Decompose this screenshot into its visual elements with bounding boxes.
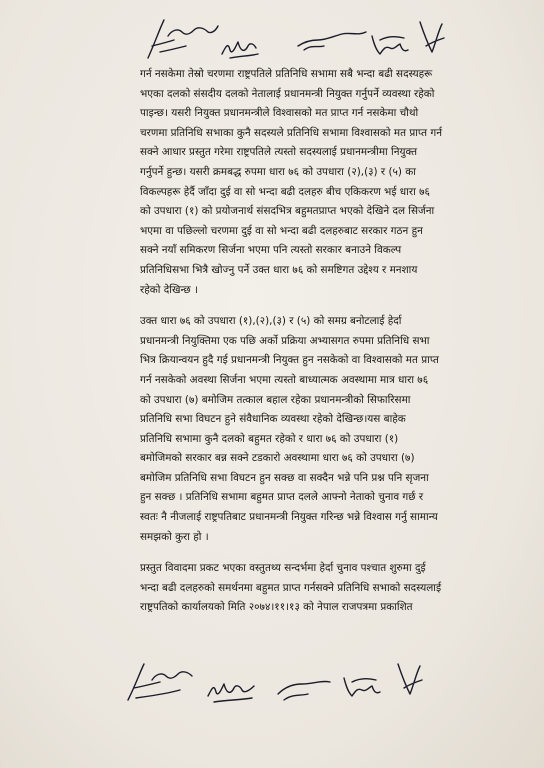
text-line: रहेको देखिन्छ । bbox=[140, 283, 198, 296]
text-line: पाइन्छ। यसरी नियुक्त प्रधानमन्त्रीले विश्वासको मत प्राप्त गर्न नसकेमा चौथो bbox=[140, 107, 419, 120]
text-line: प्रतिनिधि सभामा कुनै दलको बहुमत रहेको र धारा ७६ को उपधारा (१) bbox=[140, 432, 399, 445]
text-line: चरणमा प्रतिनिधि सभाका कुनै सदस्यले प्रतिनिधि सभामा विश्वासको मत प्राप्त गर्न bbox=[140, 126, 442, 139]
text-line: बमोजिम प्रतिनिधि सभा विघटन हुन सक्छ वा सक्दैन भन्ने पनि प्रश्न पनि सृजना bbox=[140, 471, 429, 484]
text-line: उक्त धारा ७६ को उपधारा (१),(२),(३) र (५) को समग्र बनोटलाई हेर्दा bbox=[140, 315, 402, 328]
paragraph-3 bbox=[140, 559, 522, 618]
text-line: प्रस्तुत विवादमा प्रकट भएका वस्तुतथ्य सन्दर्भमा हेर्दा चुनाव पश्चात शुरुमा दुई bbox=[140, 562, 426, 575]
text-line: गर्न नसकेको अवस्था सिर्जना भएमा त्यस्तो बाध्यात्मक अवस्थामा मात्र धारा ७६ bbox=[140, 373, 429, 386]
text-line: गर्नुपर्ने हुन्छ। यसरी क्रमबद्ध रुपमा धारा ७६ को उपधारा (२),(३) र (५) का bbox=[140, 165, 416, 178]
text-line: को उपधारा (७) बमोजिम तत्काल बहाल रहेका प्रधानमन्त्रीको सिफारिसमा bbox=[140, 393, 411, 406]
text-line: को उपधारा (१) को प्रयोजनार्थ संसदभित्र बहुमतप्राप्त भएको देखिने दल सिर्जना bbox=[140, 205, 435, 218]
text-line: हुन सक्छ । प्रतिनिधि सभामा बहुमत प्राप्त दलले आफ्नो नेताको चुनाव गर्छ र bbox=[140, 491, 424, 504]
text-line: प्रतिनिधिसभा भित्रै खोज्नु पर्ने उक्त धारा ७६ को समष्टिगत उद्देश्य र मनशाय bbox=[140, 263, 418, 276]
text-line: भएका दलको संसदीय दलको नेतालाई प्रधानमन्त्री नियुक्त गर्नुपर्ने व्यवस्था रहेको bbox=[140, 87, 435, 100]
paragraph-2 bbox=[140, 312, 522, 547]
text-line: बमोजिमको सरकार बन्न सक्ने टडकारो अवस्थामा धारा ७६ को उपधारा (७) bbox=[140, 452, 415, 465]
signature-marks-bottom bbox=[0, 650, 544, 710]
document-body bbox=[140, 65, 522, 618]
text-line: सक्ने नयाँ समिकरण सिर्जना भएमा पनि त्यस्तो सरकार बनाउने विकल्प bbox=[140, 244, 402, 257]
text-line: प्रतिनिधि सभा विघटन हुने संवैधानिक व्यवस्था रहेको देखिन्छ।यस बाहेक bbox=[140, 413, 406, 426]
text-line: स्वतः नै नीजलाई राष्ट्रपतिबाट प्रधानमन्त्री नियुक्त गरिन्छ भन्ने विश्वास गर्नु सामान्य bbox=[140, 511, 438, 524]
text-line: प्रधानमन्त्री नियुक्तिमा एक पछि अर्को प्रक्रिया अभ्यासगत रुपमा प्रतिनिधि सभा bbox=[140, 334, 430, 347]
bottom-signatures bbox=[0, 650, 544, 710]
text-line: गर्न नसकेमा तेस्रो चरणमा राष्ट्रपतिले प्रतिनिधि सभामा सबै भन्दा बढी सदस्यहरू bbox=[140, 68, 433, 80]
text-line: समझको कुरा हो । bbox=[140, 530, 209, 543]
text-line: सक्ने आधार प्रस्तुत गरेमा राष्ट्रपतिले त्यस्तो सदस्यलाई प्रधानमन्त्रीमा नियुक्त bbox=[140, 146, 418, 159]
text-line: भित्र क्रियान्वयन हुदै गई प्रधानमन्त्री नियुक्त हुन नसकेको वा विश्वासको मत प्राप्त bbox=[140, 354, 439, 367]
paragraph-1 bbox=[140, 65, 522, 300]
text-line: राष्ट्रपतिको कार्यालयको मिति २०७४।११।१३ को नेपाल राजपत्रमा प्रकाशित bbox=[140, 601, 413, 614]
text-line: भन्दा बढी दलहरुको समर्थनमा बहुमत प्राप्त गर्नसक्ने प्रतिनिधि सभाको सदस्यलाई bbox=[140, 581, 442, 594]
top-signatures bbox=[0, 6, 544, 66]
text-line: विकल्पहरू हेर्दै जाँदा दुई वा सो भन्दा बढी दलहरु बीच एकिकरण भई धारा ७६ bbox=[140, 185, 430, 198]
signature-marks-top bbox=[0, 6, 544, 66]
text-line: भएमा वा पछिल्लो चरणमा दुई वा सो भन्दा बढी दलहरुबाट सरकार गठन हुन bbox=[140, 224, 423, 237]
